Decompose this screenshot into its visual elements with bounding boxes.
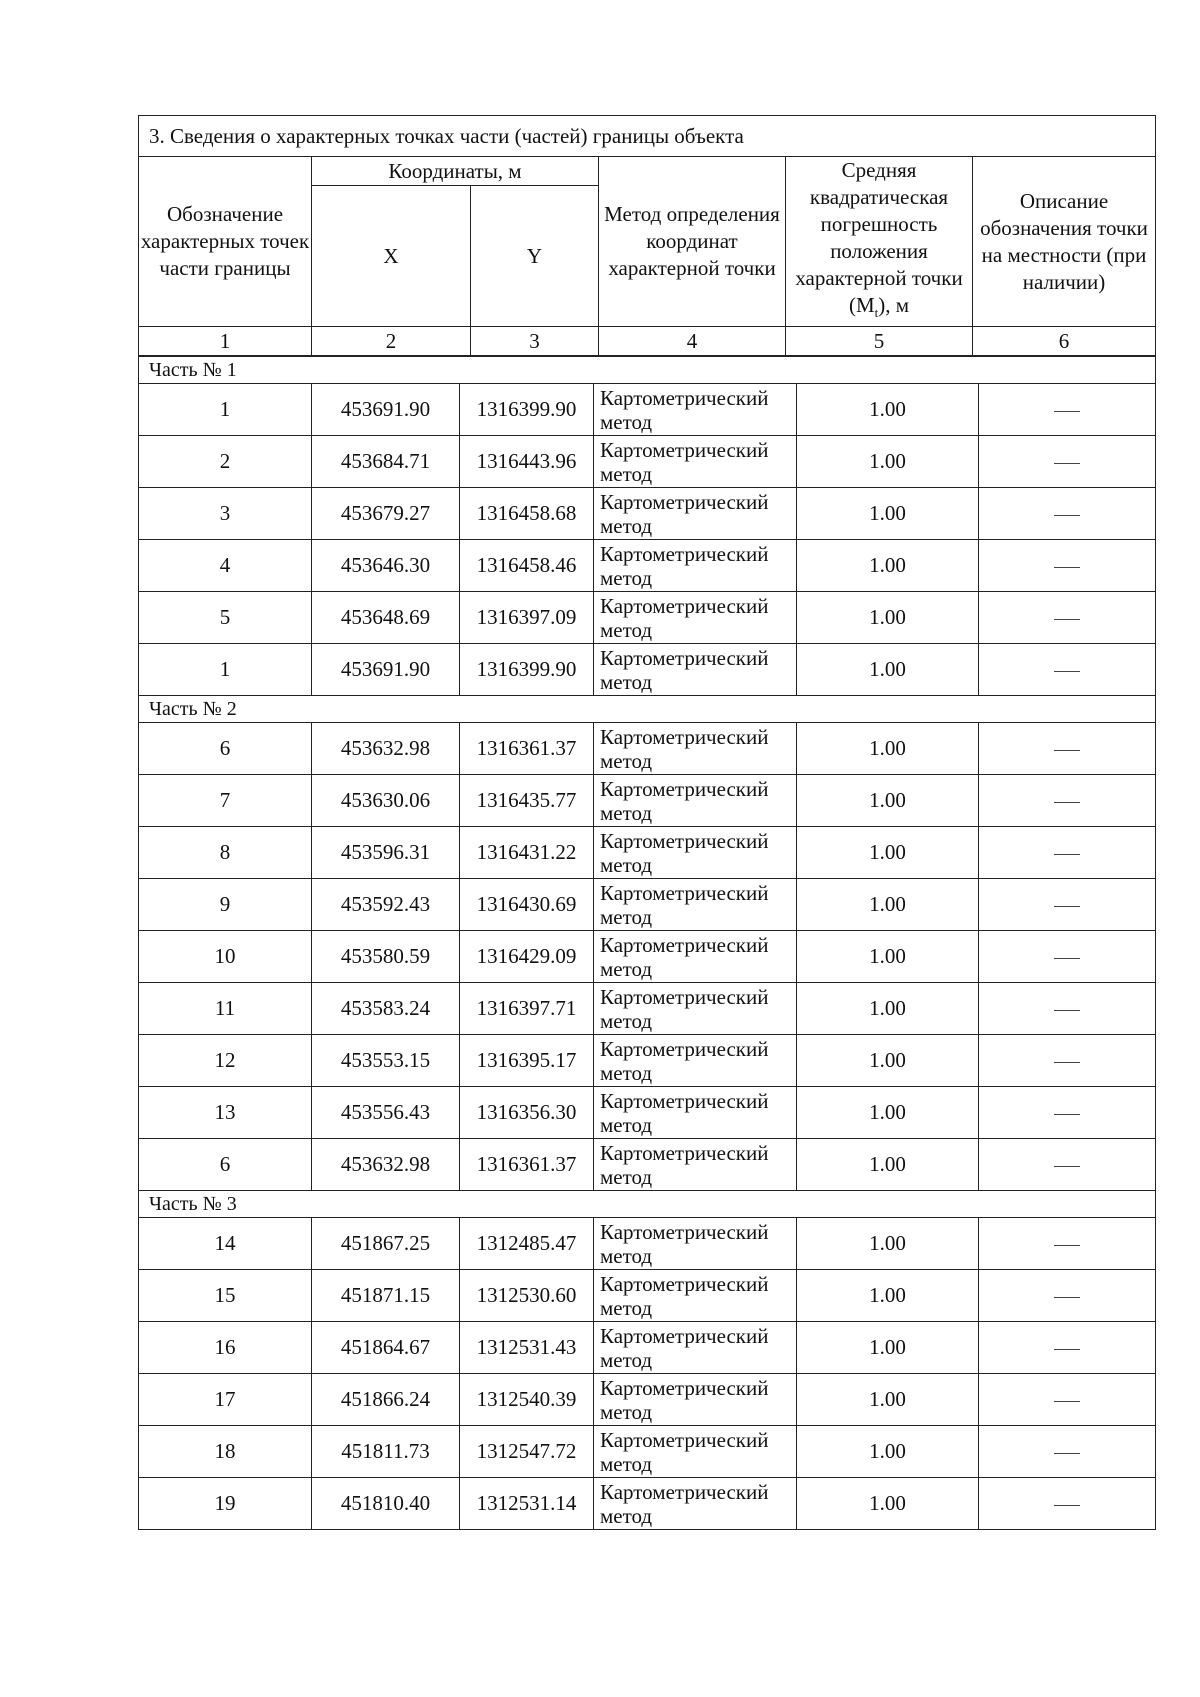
- points-table-body: [138, 356, 1156, 1530]
- x-coordinate-cell: 451866.24: [312, 1374, 460, 1426]
- y-coordinate-cell: 1312531.43: [460, 1322, 594, 1374]
- table-row: [139, 827, 1156, 879]
- description-cell: [979, 1087, 1156, 1139]
- y-coordinate-cell: 1316458.46: [460, 540, 594, 592]
- description-cell: [979, 592, 1156, 644]
- x-coordinate-cell: 453553.15: [312, 1035, 460, 1087]
- column-number-row: [139, 327, 1156, 356]
- y-coordinate-cell: 1316395.17: [460, 1035, 594, 1087]
- table-row: [139, 488, 1156, 540]
- y-coordinate-cell: 1312531.14: [460, 1478, 594, 1530]
- y-coordinate-cell: 1312540.39: [460, 1374, 594, 1426]
- header-description: Описание обозначения точки на местности (при наличии): [973, 157, 1156, 327]
- table-row: [139, 1322, 1156, 1374]
- point-number-cell: 12: [139, 1035, 312, 1087]
- mean-error-cell: 1.00: [797, 1426, 979, 1478]
- table-row: [139, 436, 1156, 488]
- header-coordinates: Координаты, м: [312, 157, 599, 186]
- description-cell: [979, 879, 1156, 931]
- table-row: [139, 1139, 1156, 1191]
- mean-error-cell: 1.00: [797, 540, 979, 592]
- header-mean-error-unit: ), м: [878, 293, 910, 317]
- header-y: Y: [471, 186, 599, 327]
- method-cell: Картометрический метод: [594, 723, 797, 775]
- part-row: [139, 696, 1156, 723]
- mean-error-cell: 1.00: [797, 827, 979, 879]
- mean-error-cell: 1.00: [797, 592, 979, 644]
- em-dash: [1054, 567, 1080, 568]
- description-cell: [979, 1322, 1156, 1374]
- y-coordinate-cell: 1316458.68: [460, 488, 594, 540]
- column-number: 4: [599, 327, 786, 356]
- em-dash: [1054, 750, 1080, 751]
- description-cell: [979, 1139, 1156, 1191]
- method-cell: Картометрический метод: [594, 592, 797, 644]
- description-cell: [979, 723, 1156, 775]
- y-coordinate-cell: 1316399.90: [460, 384, 594, 436]
- y-coordinate-cell: 1312530.60: [460, 1270, 594, 1322]
- x-coordinate-cell: 453556.43: [312, 1087, 460, 1139]
- point-number-cell: 17: [139, 1374, 312, 1426]
- table-row: [139, 1218, 1156, 1270]
- mean-error-cell: 1.00: [797, 1218, 979, 1270]
- x-coordinate-cell: 453691.90: [312, 644, 460, 696]
- point-number-cell: 13: [139, 1087, 312, 1139]
- table-row: [139, 1426, 1156, 1478]
- description-cell: [979, 540, 1156, 592]
- y-coordinate-cell: 1316356.30: [460, 1087, 594, 1139]
- em-dash: [1054, 1297, 1080, 1298]
- em-dash: [1054, 1401, 1080, 1402]
- em-dash: [1054, 1114, 1080, 1115]
- table-row: [139, 879, 1156, 931]
- description-cell: [979, 1035, 1156, 1087]
- column-number: 5: [786, 327, 973, 356]
- x-coordinate-cell: 453648.69: [312, 592, 460, 644]
- em-dash: [1054, 1453, 1080, 1454]
- y-coordinate-cell: 1316431.22: [460, 827, 594, 879]
- point-number-cell: 15: [139, 1270, 312, 1322]
- y-coordinate-cell: 1316429.09: [460, 931, 594, 983]
- mean-error-cell: 1.00: [797, 1035, 979, 1087]
- em-dash: [1054, 958, 1080, 959]
- point-number-cell: 6: [139, 1139, 312, 1191]
- method-cell: Картометрический метод: [594, 879, 797, 931]
- part-row: [139, 357, 1156, 384]
- x-coordinate-cell: 453592.43: [312, 879, 460, 931]
- method-cell: Картометрический метод: [594, 1322, 797, 1374]
- part-row: [139, 1191, 1156, 1218]
- description-cell: [979, 1478, 1156, 1530]
- table-row: [139, 1087, 1156, 1139]
- column-number: 2: [312, 327, 471, 356]
- mean-error-cell: 1.00: [797, 1478, 979, 1530]
- point-number-cell: 4: [139, 540, 312, 592]
- part-label: Часть № 2: [139, 696, 1156, 723]
- y-coordinate-cell: 1316399.90: [460, 644, 594, 696]
- point-number-cell: 1: [139, 384, 312, 436]
- method-cell: Картометрический метод: [594, 775, 797, 827]
- y-coordinate-cell: 1316397.09: [460, 592, 594, 644]
- method-cell: Картометрический метод: [594, 1087, 797, 1139]
- em-dash: [1054, 1245, 1080, 1246]
- x-coordinate-cell: 453596.31: [312, 827, 460, 879]
- y-coordinate-cell: 1316397.71: [460, 983, 594, 1035]
- x-coordinate-cell: 451867.25: [312, 1218, 460, 1270]
- point-number-cell: 8: [139, 827, 312, 879]
- document-page: [138, 115, 1155, 1530]
- point-number-cell: 19: [139, 1478, 312, 1530]
- mean-error-cell: 1.00: [797, 1374, 979, 1426]
- point-number-cell: 14: [139, 1218, 312, 1270]
- description-cell: [979, 644, 1156, 696]
- description-cell: [979, 436, 1156, 488]
- mean-error-cell: 1.00: [797, 436, 979, 488]
- x-coordinate-cell: 451864.67: [312, 1322, 460, 1374]
- method-cell: Картометрический метод: [594, 488, 797, 540]
- mean-error-cell: 1.00: [797, 983, 979, 1035]
- table-row: [139, 644, 1156, 696]
- point-number-cell: 7: [139, 775, 312, 827]
- header-mean-error-text: Средняя квадратическая погрешность положения характерной точки (M: [795, 158, 963, 317]
- point-number-cell: 6: [139, 723, 312, 775]
- em-dash: [1054, 1062, 1080, 1063]
- column-number: 3: [471, 327, 599, 356]
- x-coordinate-cell: 453632.98: [312, 723, 460, 775]
- x-coordinate-cell: 453679.27: [312, 488, 460, 540]
- mean-error-cell: 1.00: [797, 384, 979, 436]
- mean-error-cell: 1.00: [797, 723, 979, 775]
- x-coordinate-cell: 453632.98: [312, 1139, 460, 1191]
- em-dash: [1054, 906, 1080, 907]
- y-coordinate-cell: 1316430.69: [460, 879, 594, 931]
- mean-error-cell: 1.00: [797, 1139, 979, 1191]
- description-cell: [979, 488, 1156, 540]
- point-number-cell: 16: [139, 1322, 312, 1374]
- method-cell: Картометрический метод: [594, 1478, 797, 1530]
- x-coordinate-cell: 453630.06: [312, 775, 460, 827]
- description-cell: [979, 1426, 1156, 1478]
- x-coordinate-cell: 453583.24: [312, 983, 460, 1035]
- em-dash: [1054, 671, 1080, 672]
- method-cell: Картометрический метод: [594, 1035, 797, 1087]
- em-dash: [1054, 1505, 1080, 1506]
- header-mean-error-subscript: t: [874, 305, 879, 321]
- em-dash: [1054, 802, 1080, 803]
- points-table-header: [138, 115, 1156, 356]
- x-coordinate-cell: 453580.59: [312, 931, 460, 983]
- point-number-cell: 1: [139, 644, 312, 696]
- description-cell: [979, 1374, 1156, 1426]
- method-cell: Картометрический метод: [594, 1139, 797, 1191]
- table-row: [139, 931, 1156, 983]
- y-coordinate-cell: 1316443.96: [460, 436, 594, 488]
- em-dash: [1054, 1166, 1080, 1167]
- x-coordinate-cell: 453684.71: [312, 436, 460, 488]
- header-mean-error: [786, 157, 973, 327]
- em-dash: [1054, 1010, 1080, 1011]
- point-number-cell: 2: [139, 436, 312, 488]
- method-cell: Картометрический метод: [594, 931, 797, 983]
- y-coordinate-cell: 1312485.47: [460, 1218, 594, 1270]
- method-cell: Картометрический метод: [594, 644, 797, 696]
- mean-error-cell: 1.00: [797, 879, 979, 931]
- mean-error-cell: 1.00: [797, 644, 979, 696]
- method-cell: Картометрический метод: [594, 1270, 797, 1322]
- x-coordinate-cell: 451810.40: [312, 1478, 460, 1530]
- point-number-cell: 3: [139, 488, 312, 540]
- em-dash: [1054, 463, 1080, 464]
- y-coordinate-cell: 1316361.37: [460, 723, 594, 775]
- mean-error-cell: 1.00: [797, 775, 979, 827]
- table-row: [139, 1478, 1156, 1530]
- point-number-cell: 5: [139, 592, 312, 644]
- y-coordinate-cell: 1316361.37: [460, 1139, 594, 1191]
- point-number-cell: 11: [139, 983, 312, 1035]
- mean-error-cell: 1.00: [797, 1087, 979, 1139]
- part-label: Часть № 3: [139, 1191, 1156, 1218]
- table-row: [139, 1374, 1156, 1426]
- description-cell: [979, 775, 1156, 827]
- table-row: [139, 723, 1156, 775]
- em-dash: [1054, 515, 1080, 516]
- method-cell: Картометрический метод: [594, 1426, 797, 1478]
- section-title: 3. Сведения о характерных точках части (частей) границы объекта: [139, 116, 1156, 157]
- table-row: [139, 1035, 1156, 1087]
- y-coordinate-cell: 1312547.72: [460, 1426, 594, 1478]
- part-label: Часть № 1: [139, 357, 1156, 384]
- table-row: [139, 592, 1156, 644]
- mean-error-cell: 1.00: [797, 488, 979, 540]
- table-row: [139, 775, 1156, 827]
- point-number-cell: 18: [139, 1426, 312, 1478]
- point-number-cell: 9: [139, 879, 312, 931]
- em-dash: [1054, 854, 1080, 855]
- method-cell: Картометрический метод: [594, 384, 797, 436]
- header-method: Метод определения координат характерной точки: [599, 157, 786, 327]
- table-row: [139, 384, 1156, 436]
- mean-error-cell: 1.00: [797, 1270, 979, 1322]
- method-cell: Картометрический метод: [594, 1218, 797, 1270]
- column-number: 1: [139, 327, 312, 356]
- table-row: [139, 540, 1156, 592]
- description-cell: [979, 384, 1156, 436]
- mean-error-cell: 1.00: [797, 1322, 979, 1374]
- table-row: [139, 1270, 1156, 1322]
- table-row: [139, 983, 1156, 1035]
- x-coordinate-cell: 453646.30: [312, 540, 460, 592]
- header-x: X: [312, 186, 471, 327]
- em-dash: [1054, 411, 1080, 412]
- mean-error-cell: 1.00: [797, 931, 979, 983]
- description-cell: [979, 1270, 1156, 1322]
- description-cell: [979, 827, 1156, 879]
- y-coordinate-cell: 1316435.77: [460, 775, 594, 827]
- x-coordinate-cell: 451811.73: [312, 1426, 460, 1478]
- header-point-designation: Обозначение характерных точек части границы: [139, 157, 312, 327]
- description-cell: [979, 931, 1156, 983]
- column-number: 6: [973, 327, 1156, 356]
- method-cell: Картометрический метод: [594, 436, 797, 488]
- em-dash: [1054, 1349, 1080, 1350]
- em-dash: [1054, 619, 1080, 620]
- x-coordinate-cell: 451871.15: [312, 1270, 460, 1322]
- description-cell: [979, 983, 1156, 1035]
- description-cell: [979, 1218, 1156, 1270]
- method-cell: Картометрический метод: [594, 540, 797, 592]
- point-number-cell: 10: [139, 931, 312, 983]
- method-cell: Картометрический метод: [594, 983, 797, 1035]
- method-cell: Картометрический метод: [594, 827, 797, 879]
- method-cell: Картометрический метод: [594, 1374, 797, 1426]
- x-coordinate-cell: 453691.90: [312, 384, 460, 436]
